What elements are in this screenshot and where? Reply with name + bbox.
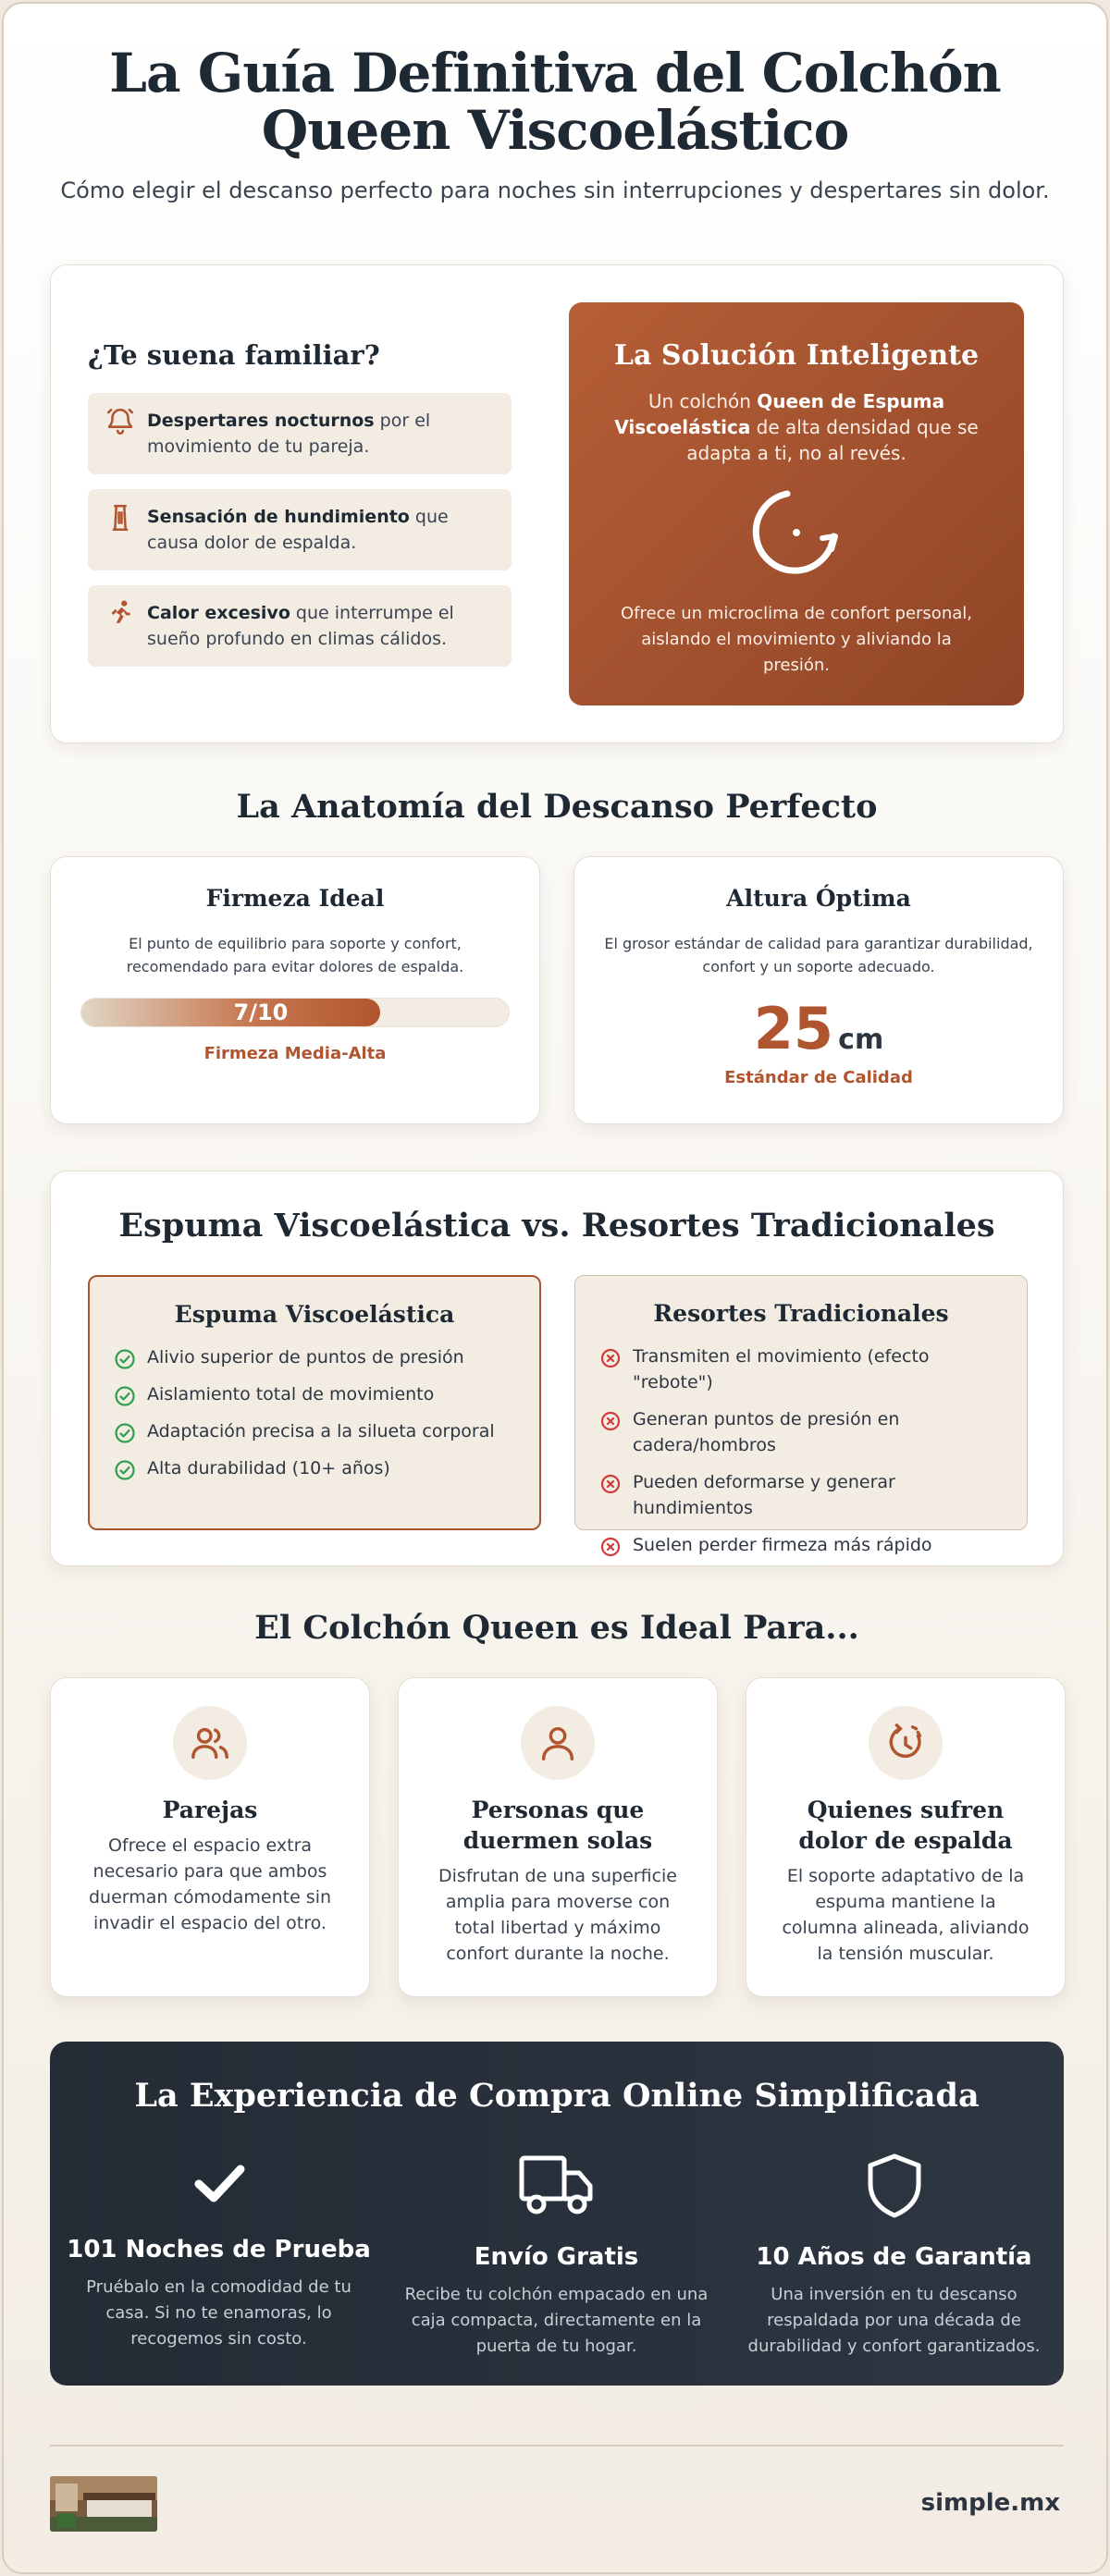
ideal-couples-text: Ofrece el espacio extra necesario para que ambos duerman cómodamente sin invadir el espacio del otro. <box>88 1835 332 1933</box>
bedroom-thumbnail <box>50 2476 157 2532</box>
springs-item: Transmiten el movimiento (efecto "rebote") <box>599 1343 1003 1395</box>
compare-title: Espuma Viscoelástica vs. Resortes Tradicionales <box>118 1207 995 1245</box>
feature-shipping-title: Envío Gratis <box>474 2243 639 2271</box>
foam-panel <box>88 1275 541 1530</box>
check-icon <box>190 2153 249 2212</box>
foam-list <box>114 1344 515 1481</box>
height-title: Altura Óptima <box>726 885 911 912</box>
hero <box>4 4 1106 203</box>
springs-panel <box>574 1275 1028 1555</box>
pain-item-night-waking: Despertares nocturnos por el movimiento de tu pareja. <box>88 393 512 474</box>
x-circle-icon <box>599 1347 622 1369</box>
purchase-banner <box>50 2042 1064 2386</box>
foam-title: Espuma Viscoelástica <box>174 1301 455 1328</box>
solution-title: La Solución Inteligente <box>613 339 980 372</box>
height-desc: El grosor estándar de calidad para garantizar durabilidad, confort y un soporte adecuado. <box>604 935 1033 975</box>
feature-trial-text: Pruébalo en la comodidad de tu casa. Si no te enamoras, lo recogemos sin costo. <box>86 2277 352 2349</box>
ideal-back-title: Quienes sufren dolor de espalda <box>798 1797 1013 1854</box>
feature-trial <box>50 2153 388 2352</box>
sinking-icon <box>105 502 136 534</box>
couple-icon <box>189 1722 231 1764</box>
firmness-caption: Firmeza Media-Alta <box>204 1044 387 1063</box>
ideal-card-back-pain <box>746 1677 1066 1997</box>
springs-item: Pueden deformarse y generar hundimientos <box>599 1469 1003 1521</box>
height-number: 25 <box>753 995 834 1062</box>
check-circle-icon <box>114 1459 136 1481</box>
springs-title: Resortes Tradicionales <box>653 1300 949 1327</box>
x-circle-icon <box>599 1536 622 1558</box>
x-circle-icon <box>599 1473 622 1495</box>
page-title: La Guía Definitiva del Colchón Queen Viscoelástico <box>109 42 1001 162</box>
feature-trial-title: 101 Noches de Prueba <box>67 2236 371 2263</box>
ideal-single-text: Disfrutan de una superficie amplia para moverse con total libertad y máximo confort durante la noche. <box>438 1866 677 1964</box>
springs-item: Suelen perder firmeza más rápido <box>599 1532 1003 1558</box>
feature-shipping <box>388 2153 725 2360</box>
solution-panel <box>569 302 1024 705</box>
feature-shipping-text: Recibe tu colchón empacado en una caja compacta, directamente en la puerta de tu hogar. <box>404 2285 709 2356</box>
ideal-couples-title: Parejas <box>162 1797 258 1823</box>
solution-footer: Ofrece un microclima de confort personal, aislando el movimiento y aliviando la presión. <box>621 604 972 675</box>
height-card <box>574 856 1064 1124</box>
ideal-card-single <box>398 1677 718 1997</box>
height-unit: cm <box>838 1024 884 1056</box>
firmness-desc: El punto de equilibrio para soporte y confort, recomendado para evitar dolores de espalda. <box>126 935 464 975</box>
pain-item-sinking: Sensación de hundimiento que causa dolor de espalda. <box>88 489 512 570</box>
feature-warranty-text: Una inversión en tu descanso respaldada por una década de durabilidad y confort garantizados. <box>747 2285 1041 2356</box>
check-circle-icon <box>114 1385 136 1407</box>
foam-item: Alta durabilidad (10+ años) <box>114 1455 515 1481</box>
anatomy-title: La Anatomía del Descanso Perfecto <box>236 788 878 826</box>
foam-item: Adaptación precisa a la silueta corporal <box>114 1418 515 1444</box>
compare-card <box>50 1171 1064 1566</box>
purchase-title: La Experiencia de Compra Online Simplificada <box>134 2077 980 2115</box>
x-circle-icon <box>599 1410 622 1432</box>
heat-icon <box>105 598 136 630</box>
site-name[interactable]: simple.mx <box>920 2489 1060 2517</box>
back-pain-icon <box>884 1722 927 1764</box>
shield-icon <box>865 2153 924 2219</box>
ideal-card-couples <box>50 1677 370 1997</box>
solution-lead: Un colchón Queen de Espuma Viscoelástica de alta densidad que se adapta a ti, no al revés. <box>614 390 979 464</box>
ideal-title: El Colchón Queen es Ideal Para... <box>254 1609 859 1647</box>
springs-list <box>599 1343 1003 1558</box>
person-icon <box>536 1722 579 1764</box>
springs-item: Generan puntos de presión en cadera/hombros <box>599 1406 1003 1458</box>
pain-item-heat: Calor excesivo que interrumpe el sueño profundo en climas cálidos. <box>88 585 512 667</box>
foam-item: Aislamiento total de movimiento <box>114 1381 515 1407</box>
firmness-bar-fill: 7/10 <box>81 999 380 1026</box>
height-value <box>574 995 1063 1062</box>
page-subtitle: Cómo elegir el descanso perfecto para noches sin interrupciones y despertares sin dolor. <box>60 178 1050 203</box>
bell-icon <box>105 406 136 437</box>
infographic-page <box>2 2 1108 2574</box>
foam-item: Alivio superior de puntos de presión <box>114 1344 515 1370</box>
feature-warranty <box>725 2153 1063 2360</box>
firmness-bar <box>80 998 510 1027</box>
problem-solution-card <box>50 264 1064 743</box>
familiar-title: ¿Te suena familiar? <box>88 339 380 371</box>
feature-warranty-title: 10 Años de Garantía <box>756 2243 1032 2271</box>
ideal-single-title: Personas que duermen solas <box>462 1797 653 1854</box>
check-circle-icon <box>114 1348 136 1370</box>
firmness-card <box>50 856 540 1124</box>
footer-divider <box>50 2445 1064 2447</box>
ideal-back-text: El soporte adaptativo de la espuma mantiene la columna alineada, aliviando la tensión muscular. <box>782 1866 1030 1964</box>
height-caption: Estándar de Calidad <box>724 1068 913 1087</box>
firmness-title: Firmeza Ideal <box>205 885 385 912</box>
comfort-dial-icon <box>752 488 841 577</box>
truck-icon <box>518 2153 596 2219</box>
check-circle-icon <box>114 1422 136 1444</box>
